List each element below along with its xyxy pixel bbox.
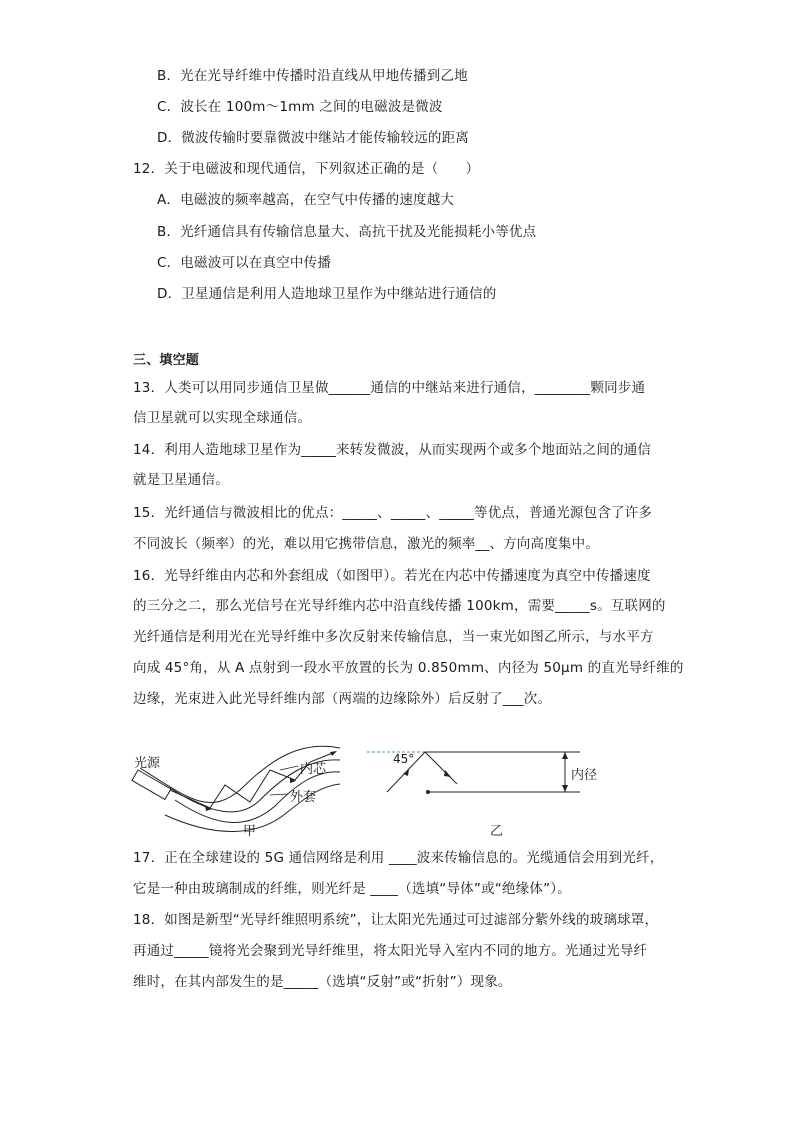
caption-yi: 乙: [490, 824, 504, 839]
q18-line-1: 18．如图是新型“光导纤维照明系统”，让太阳光先通过可过滤部分紫外线的玻璃球罩，: [133, 912, 659, 928]
q16-line-2: 的三分之二，那么光信号在光导纤维内芯中沿直线传播 100km，需要_____s。互联网的: [133, 598, 666, 614]
label-inner-diameter: 内径: [571, 768, 598, 783]
q16-line-5: 边缘，光束进入此光导纤维内部（两端的边缘除外）后反射了___次。: [133, 691, 552, 707]
label-light-source: 光源: [134, 756, 161, 771]
q15-line-2: 不同波长（频率）的光，难以用它携带信息，激光的频率__、方向高度集中。: [133, 536, 599, 552]
figure-fiber-straight: [365, 740, 605, 810]
q18-line-3: 维时，在其内部发生的是_____（选填“反射”或“折射”）现象。: [133, 974, 512, 990]
q12-option-a: A．电磁波的频率越高，在空气中传播的速度越大: [157, 192, 455, 208]
q11-option-d: D．微波传输时要靠微波中继站才能传输较远的距离: [157, 130, 469, 146]
q16-line-3: 光纤通信是利用光在光导纤维中多次反射来传输信息，当一束光如图乙所示，与水平方: [133, 629, 654, 645]
q17-line-1: 17．正在全球建设的 5G 通信网络是利用 ____波来传输信息的。光缆通信会用到光纤，: [133, 850, 664, 866]
q11-option-c: C．波长在 100m～1mm 之间的电磁波是微波: [157, 99, 443, 115]
label-angle: 45°: [393, 752, 415, 766]
q11-option-b: B．光在光导纤维中传播时沿直线从甲地传播到乙地: [157, 68, 468, 84]
q18-line-2: 再通过_____镜将光会聚到光导纤维里，将太阳光导入室内不同的地方。光通过光导纤: [133, 943, 648, 959]
caption-jia: 甲: [243, 824, 257, 839]
section-heading-fill-in: 三、填空题: [133, 353, 200, 368]
q12-option-c: C．电磁波可以在真空中传播: [157, 255, 332, 271]
q16-line-4: 向成 45°角，从 A 点射到一段水平放置的长为 0.850mm、内径为 50μm 的直光导纤维的: [133, 660, 684, 676]
q17-line-2: 它是一种由玻璃制成的纤维，则光纤是 ____（选填“导体”或“绝缘体”）。: [133, 881, 571, 897]
light-source-icon: [132, 770, 171, 799]
q14-line-1: 14．利用人造地球卫星作为_____来转发微波，从而实现两个或多个地面站之间的通信: [133, 442, 652, 458]
label-cladding: 外套: [290, 790, 317, 805]
q14-line-2: 就是卫星通信。: [133, 472, 229, 488]
q16-line-1: 16．光导纤维由内芯和外套组成（如图甲）。若光在内芯中传播速度为真空中传播速度: [133, 568, 651, 584]
q13-line-2: 信卫星就可以实现全球通信。: [133, 410, 312, 426]
q13-line-1: 13．人类可以用同步通信卫星做______通信的中继站来进行通信，________颗同步通: [133, 380, 646, 396]
q12-option-b: B．光纤通信具有传输信息量大、高抗干扰及光能损耗小等优点: [157, 224, 537, 240]
q15-line-1: 15．光纤通信与微波相比的优点：_____、_____、_____等优点，普通光源包含了许多: [133, 505, 653, 521]
label-core: 内芯: [300, 762, 327, 777]
q12-stem: 12．关于电磁波和现代通信，下列叙述正确的是（ ）: [133, 161, 480, 177]
q12-option-d: D．卫星通信是利用人造地球卫星作为中继站进行通信的: [157, 286, 497, 302]
fiber-straight-diagram: [365, 740, 605, 810]
